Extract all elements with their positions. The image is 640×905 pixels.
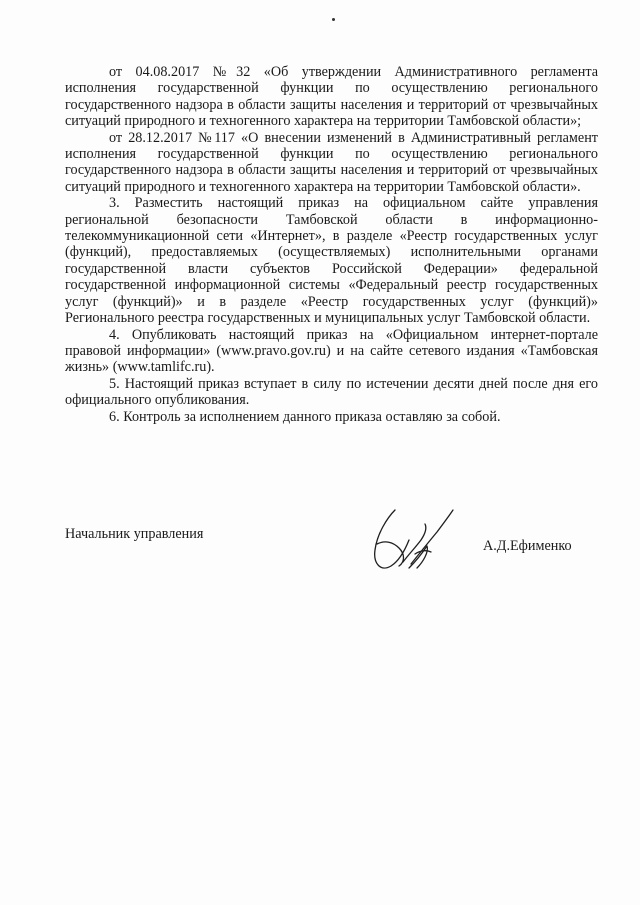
paragraph-regulation-117: от 28.12.2017 №117 «О внесении изменений в Административный регламент исполнения государственной функции по осуществлению регионального государственного надзора в области защиты населения и территорий от чрезвычайных ситуаций природного и техногенного характера на территории Тамбовской области». bbox=[65, 129, 598, 195]
handwritten-signature bbox=[365, 504, 460, 579]
signer-name: А.Д.Ефименко bbox=[483, 538, 572, 554]
paragraph-regulation-32: от 04.08.2017 №32 «Об утверждении Административного регламента исполнения государственной функции по осуществлению регионального государственного надзора в области защиты населения и территорий от чрезвычайных ситуаций природного и техногенного характера на территории Тамбовской области»; bbox=[65, 64, 598, 130]
page-mark bbox=[332, 18, 335, 21]
position-title: Начальник управления bbox=[65, 526, 204, 542]
document-body bbox=[65, 64, 598, 425]
signature-block bbox=[65, 526, 598, 586]
paragraph-item-3: 3. Разместить настоящий приказ на официальном сайте управления региональной безопасности Тамбовской области в информационно-телекоммуникационной сети «Интернет», в разделе «Реестр государственных услуг (функций), предоставляемых (осуществляемых) исполнительными органами государственной власти субъектов Российской Федерации» федеральной государственной информационной системы «Федеральный реестр государственных услуг (функций)» и в разделе «Реестр государственных услуг (функций)» Регионального реестра государственных и муниципальных услуг Тамбовской области. bbox=[65, 195, 598, 327]
paragraph-item-4: 4. Опубликовать настоящий приказ на «Официальном интернет-портале правовой информации» (www.pravo.gov.ru) и на сайте сетевого издания «Тамбовская жизнь» (www.tamlifc.ru). bbox=[65, 326, 598, 376]
paragraph-item-6: 6. Контроль за исполнением данного приказа оставляю за собой. bbox=[109, 408, 501, 425]
paragraph-item-5: 5. Настоящий приказ вступает в силу по истечении десяти дней после дня его официального опубликования. bbox=[65, 375, 598, 409]
